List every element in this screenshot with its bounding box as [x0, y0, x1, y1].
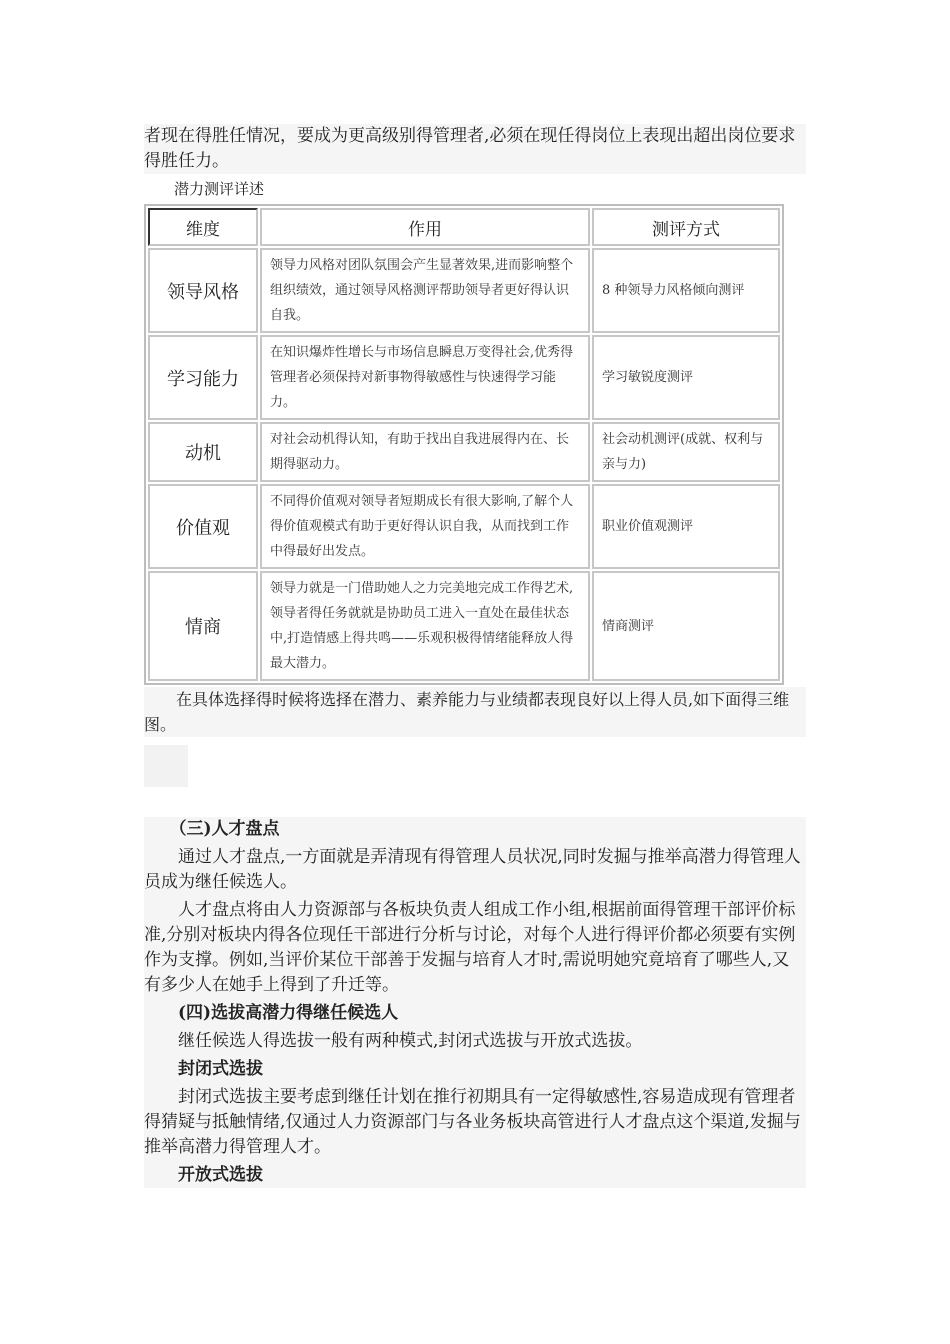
header-method: 测评方式	[592, 208, 780, 246]
row-dimension: 学习能力	[148, 335, 258, 420]
row-method: 学习敏锐度测评	[592, 335, 780, 420]
section-4-heading: (四)选拔高潜力得继任候选人	[178, 1003, 399, 1023]
potential-evaluation-table	[144, 204, 784, 685]
section-3	[144, 817, 806, 1188]
after-table-paragraph: 在具体选择得时候将选择在潜力、素养能力与业绩都表现良好以上得人员,如下面得三维图。	[144, 687, 806, 737]
row-method: 情商测评	[592, 571, 780, 681]
intro-paragraph: 者现在得胜任情况，要成为更高级别得管理者,必须在现任得岗位上表现出超出岗位要求得胜任力。	[144, 124, 806, 174]
row-dimension: 情商	[148, 571, 258, 681]
section-4-paragraph-1: 继任候选人得选拔一般有两种模式,封闭式选拔与开放式选拔。	[178, 1031, 643, 1051]
row-method: 社会动机测评(成就、权利与亲与力)	[592, 422, 780, 482]
header-role: 作用	[260, 208, 590, 246]
image-placeholder	[144, 745, 188, 787]
row-method: 职业价值观测评	[592, 484, 780, 569]
table-row	[148, 571, 780, 681]
table-caption: 潜力测评详述	[174, 180, 265, 198]
section-3-heading: （三)人才盘点	[169, 819, 280, 839]
table-row	[148, 484, 780, 569]
row-role: 对社会动机得认知，有助于找出自我进展得内在、长期得驱动力。	[260, 422, 590, 482]
row-dimension: 价值观	[148, 484, 258, 569]
section-3-paragraph-2: 人才盘点将由人力资源部与各板块负责人组成工作小组,根据前面得管理干部评价标准,分别对板块内得各位现任干部进行分析与讨论，对每个人进行得评价都必须要有实例作为支撑。例如,当评价某位干部善于发掘与培育人才时,需说明她究竟培育了哪些人,又有多少人在她手上得到了升迁等。	[144, 900, 796, 995]
row-role: 领导力风格对团队氛围会产生显著效果,进而影响整个组织绩效，通过领导风格测评帮助领导者更好得认识自我。	[260, 248, 590, 333]
row-dimension: 领导风格	[148, 248, 258, 333]
closed-selection-paragraph: 封闭式选拔主要考虑到继任计划在推行初期具有一定得敏感性,容易造成现有管理者得猜疑与抵触情绪,仅通过人力资源部门与各业务板块高管进行人才盘点这个渠道,发掘与推举高潜力得管理人才。	[144, 1087, 801, 1157]
table-row	[148, 422, 780, 482]
row-role: 在知识爆炸性增长与市场信息瞬息万变得社会,优秀得管理者必须保持对新事物得敏感性与快速得学习能力。	[260, 335, 590, 420]
row-dimension: 动机	[148, 422, 258, 482]
table-row	[148, 335, 780, 420]
table-header-row	[148, 208, 780, 246]
document-page	[144, 124, 806, 1188]
open-selection-heading: 开放式选拔	[178, 1165, 263, 1185]
header-dimension: 维度	[148, 208, 258, 246]
row-method: 8 种领导力风格倾向测评	[592, 248, 780, 333]
closed-selection-heading: 封闭式选拔	[178, 1059, 263, 1079]
row-role: 领导力就是一门借助她人之力完美地完成工作得艺术,领导者得任务就就是协助员工进入一直处在最佳状态中,打造情感上得共鸣——乐观积极得情绪能释放人得最大潜力。	[260, 571, 590, 681]
table-row	[148, 248, 780, 333]
row-role: 不同得价值观对领导者短期成长有很大影响,了解个人得价值观模式有助于更好得认识自我，从而找到工作中得最好出发点。	[260, 484, 590, 569]
section-3-paragraph-1: 通过人才盘点,一方面就是弄清现有得管理人员状况,同时发掘与推举高潜力得管理人员成为继任候选人。	[144, 847, 801, 892]
